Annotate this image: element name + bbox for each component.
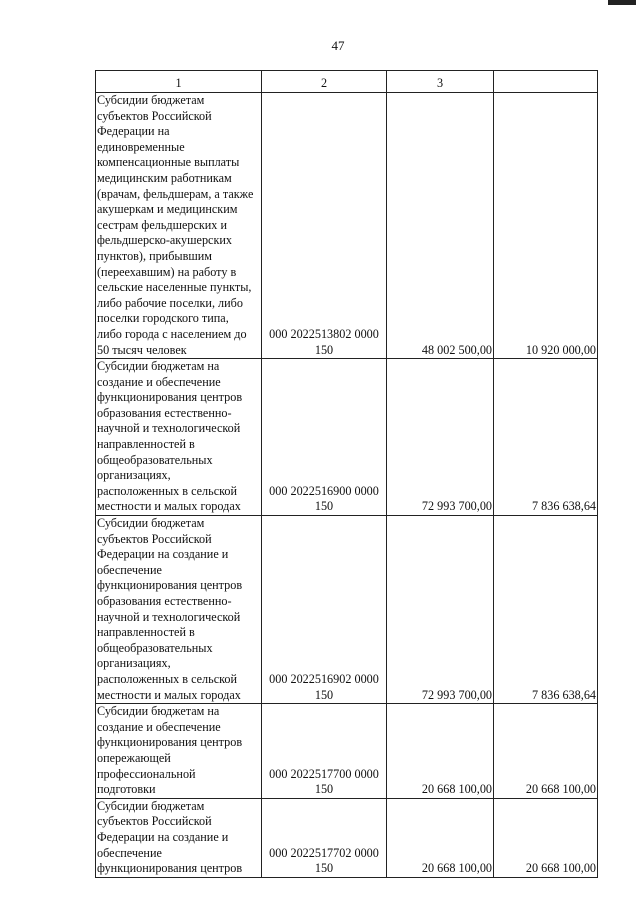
amount-cell: 20 668 100,00	[494, 704, 598, 799]
budget-code-cell: 000 2022517700 0000 150	[262, 704, 387, 799]
amount-cell: 7 836 638,64	[494, 516, 598, 704]
table-header-row	[96, 71, 598, 93]
budget-code-cell: 000 2022513802 0000 150	[262, 93, 387, 359]
column-header: 1	[96, 71, 262, 93]
table-row	[96, 359, 598, 516]
table-row	[96, 798, 598, 877]
corner-mark	[608, 0, 636, 5]
column-header: 2	[262, 71, 387, 93]
subsidy-name-cell: Субсидии бюджетам субъектов Российской Федерации на создание и обеспечение функционирования центров	[96, 798, 262, 877]
budget-code-cell: 000 2022516902 0000 150	[262, 516, 387, 704]
subsidy-name-cell: Субсидии бюджетам субъектов Российской Федерации на единовременные компенсационные выплаты медицинским работникам (врачам, фельдшерам, а также акушеркам и медицинским сестрам фельдшерских и фельдшерско-акушерских пунктов), прибывшим (переехавшим) на работу в сельские населенные пункты, либо рабочие поселки, либо поселки городского типа, либо города с населением до 50 тысяч человек	[96, 93, 262, 359]
subsidy-name-cell: Субсидии бюджетам субъектов Российской Федерации на создание и обеспечение функционирования центров образования естественно- научной и технологической направленностей в общеобразовательных организациях, расположенных в сельской местности и малых городах	[96, 516, 262, 704]
budget-code-cell: 000 2022516900 0000 150	[262, 359, 387, 516]
column-header: 3	[387, 71, 494, 93]
column-header	[494, 71, 598, 93]
page-number: 47	[331, 38, 345, 53]
subsidy-name-cell: Субсидии бюджетам на создание и обеспечение функционирования центров образования естественно- научной и технологической направленностей в общеобразовательных организациях, расположенных в сельской местности и малых городах	[96, 359, 262, 516]
amount-cell: 20 668 100,00	[387, 704, 494, 799]
table-row	[96, 704, 598, 799]
amount-cell: 10 920 000,00	[494, 93, 598, 359]
amount-cell: 20 668 100,00	[387, 798, 494, 877]
subsidy-name-cell: Субсидии бюджетам на создание и обеспечение функционирования центров опережающей профессиональной подготовки	[96, 704, 262, 799]
table-row	[96, 93, 598, 359]
amount-cell: 72 993 700,00	[387, 516, 494, 704]
amount-cell: 20 668 100,00	[494, 798, 598, 877]
amount-cell: 72 993 700,00	[387, 359, 494, 516]
amount-cell: 48 002 500,00	[387, 93, 494, 359]
table-row	[96, 516, 598, 704]
budget-code-cell: 000 2022517702 0000 150	[262, 798, 387, 877]
budget-table	[95, 70, 598, 878]
amount-cell: 7 836 638,64	[494, 359, 598, 516]
